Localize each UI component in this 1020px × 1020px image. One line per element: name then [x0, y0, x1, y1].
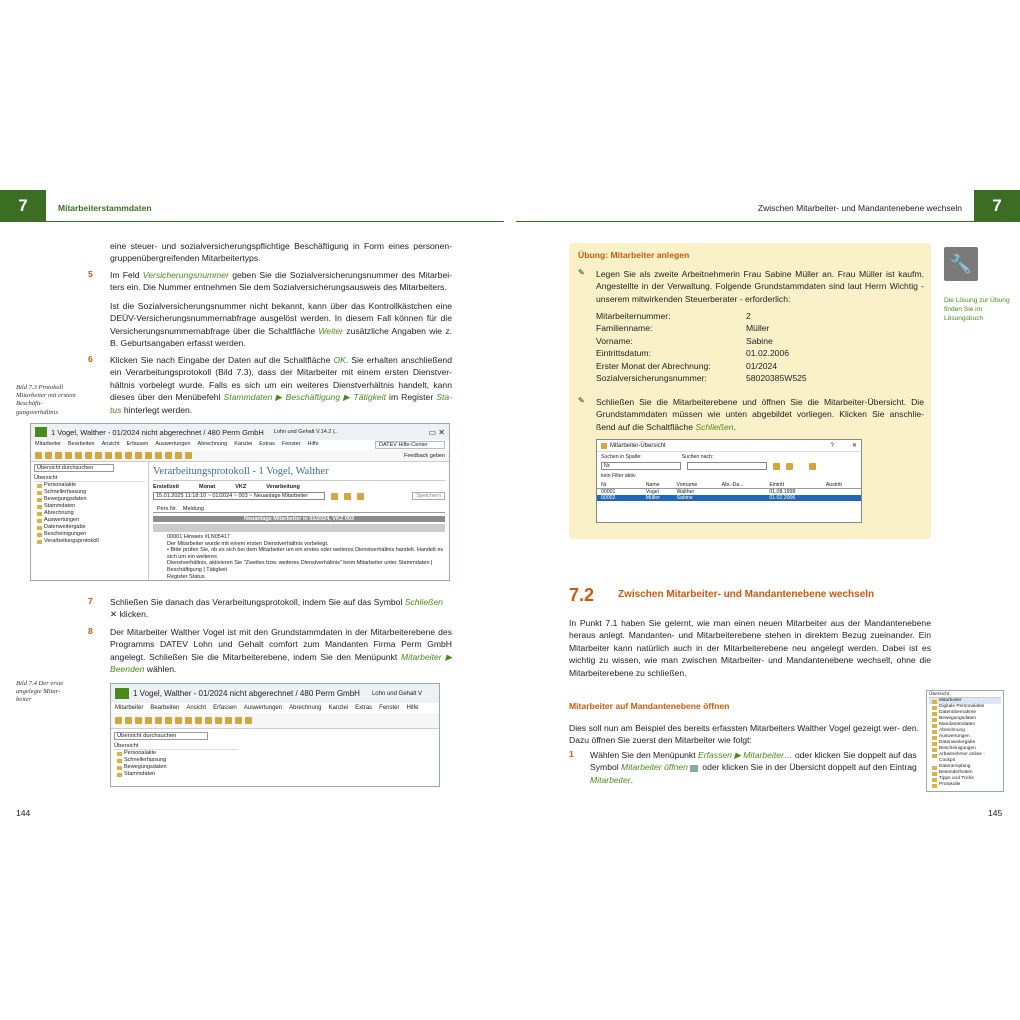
toolbar-icon[interactable]	[135, 717, 142, 724]
exercise-instruction-2	[596, 396, 924, 433]
toolbar-icon[interactable]	[165, 452, 172, 459]
step-number: 5	[88, 269, 93, 279]
text: Schließen Sie die Mitarbeiterebene und öffnen Sie die Mitarbeiter-Übersicht. Die Grundstammdaten müssen wie unten abgebildet vorliegen. Klicken Sie anschlie- ßend auf die Schaltfläche	[596, 397, 924, 432]
help-icon[interactable]: ?	[830, 442, 834, 449]
print-icon[interactable]	[331, 493, 338, 500]
toolbar-icon[interactable]	[155, 717, 162, 724]
pencil-icon: ✎	[578, 268, 585, 277]
tree-item[interactable]: Datenempfang	[929, 764, 1001, 770]
app-name: Lohn und Gehalt V.14.2 (..	[273, 429, 338, 435]
text: . Sie erhalten anschließend ein Verarbeitungsprotokoll (Bild 7.3), dass der Mitarbeiter mit einem ersten Dienstver- hältnis vorbelegt wurde. Falls es sich um ein weiteres Dienstverhältnis handelt, kann dieses über den Menübefehl	[110, 355, 452, 403]
tree-item[interactable]: Verarbeitungsprotokoll	[34, 538, 145, 545]
text: .	[733, 421, 736, 432]
subsection-paragraph: Dies soll nun am Beispiel des bereits erfassten Mitarbeiters Walther Vogel gezeigt wer- den. Dazu öffnen Sie zuerst den Mitarbeiter wie folgt:	[569, 723, 919, 746]
tree-item[interactable]: Schnellerfassung	[114, 757, 238, 764]
message-line: Register Status.	[167, 573, 207, 580]
overview-tree	[114, 750, 238, 778]
menu-item[interactable]: Ansicht	[186, 705, 207, 711]
save-button[interactable]: Speichern	[412, 492, 445, 500]
section-title: Zwischen Mitarbeiter- und Mandantenebene wechseln	[618, 589, 875, 600]
menu-item[interactable]: Erfassen	[126, 441, 149, 447]
message-line: Dienstverhältnis, aktivieren Sie "Zweites bzw. weiteres Dienstverhältnis" beim Mitarbeiter unter Stammdaten | Beschäftigung | Tätigkeit	[167, 560, 433, 573]
overview-panel	[31, 462, 149, 580]
exercise-instruction: Legen Sie als zweite Arbeitnehmerin Frau Sabine Müller an. Frau Müller ist kaufm. Angestellte in der Verwaltung. Folgende Grundstammdaten sind laut Herrn Wichtig - unserem mitwirkenden Steuerberater - erforderlich:	[596, 269, 924, 304]
text: .	[630, 774, 633, 785]
overview-title: Übersicht	[114, 743, 238, 750]
text: hinterlegt werden.	[121, 404, 193, 415]
column-header: VKZ	[235, 484, 247, 490]
column-header[interactable]: Austritt	[825, 482, 842, 488]
text: wählen.	[144, 664, 177, 675]
data-label: Familienname:	[596, 323, 653, 334]
toolbar-icon[interactable]	[105, 452, 112, 459]
tree-item[interactable]: Tipps und Tricks	[929, 776, 1001, 782]
ui-term: Erfassen ▶ Mitarbeiter…	[697, 750, 793, 760]
pencil-icon: ✎	[578, 396, 585, 405]
ui-term: Schließen	[695, 421, 734, 432]
tree-item[interactable]: Bewegungsdaten	[114, 764, 238, 771]
menu-item[interactable]: Hilfe	[307, 441, 319, 447]
print-icon[interactable]	[809, 463, 816, 470]
column-header: Erstellzeit	[153, 484, 179, 490]
toolbar-icon[interactable]	[245, 717, 252, 724]
data-value: Müller	[746, 323, 770, 334]
tree-item[interactable]: Auswertungen	[929, 734, 1001, 740]
text: Wählen Sie den Menüpunkt	[590, 750, 698, 760]
protocol-columns	[153, 484, 445, 490]
column-header: Meldung	[182, 506, 204, 512]
toolbar-icon[interactable]	[135, 452, 142, 459]
cell: 00001	[601, 489, 616, 495]
window-controls-icon[interactable]: ▭ ✕	[428, 427, 445, 437]
ui-term: Mitarbeiter ▶ Beenden	[110, 651, 452, 675]
cell: 01.02.2006	[769, 495, 796, 501]
toolbar-icon[interactable]	[115, 452, 122, 459]
app-icon	[115, 688, 129, 699]
search-term-input[interactable]	[687, 462, 767, 470]
page-number-right: 145	[988, 808, 1003, 818]
table-row-selected[interactable]	[597, 495, 861, 501]
menu-item[interactable]: Fenster	[379, 705, 400, 711]
toolbar-icon[interactable]	[85, 452, 92, 459]
open-employee-icon	[690, 765, 698, 772]
dialog-title: Mitarbeiter-Übersicht	[610, 442, 666, 449]
window-title: 1 Vogel, Walther - 01/2024 nicht abgerechnet / 480 Perm GmbH	[51, 427, 264, 437]
toolbar-icon[interactable]	[55, 452, 62, 459]
toolbar-icon[interactable]	[175, 452, 182, 459]
side-note: Die Lösung zur Übung finden Sie im Lösungsbuch	[944, 297, 1010, 322]
menu-item[interactable]: Extras	[259, 441, 275, 447]
data-label: Vorname:	[596, 335, 633, 346]
tree-item[interactable]: Besonderheiten	[929, 770, 1001, 776]
cell: Sabine	[676, 495, 693, 501]
text: oder klicken Sie in der Übersicht doppelt auf den Eintrag	[699, 762, 917, 773]
toolbar-icon[interactable]	[35, 452, 42, 459]
toolbar-icon[interactable]	[185, 717, 192, 724]
column-header[interactable]: Eintritt	[769, 482, 785, 488]
app-name: Lohn und Gehalt V	[371, 690, 422, 697]
ui-term: Mitarbeiter	[590, 774, 631, 785]
cell: Vogel	[645, 489, 659, 495]
overview-panel	[111, 729, 241, 781]
text: Der Mitarbeiter Walther Vogel ist mit den Grundstammdaten in der Mitarbeiterebene des Programms DATEV Lohn und Gehalt comfort zum Mandanten Firma Perm GmbH angelegt. Schließen Sie die Mitarbeiterebene, indem Sie den Menüpunkt	[110, 627, 452, 662]
toolbar-icon[interactable]	[145, 452, 152, 459]
tree-item[interactable]: Personalakte	[34, 482, 145, 489]
ui-term: Mitarbeiter öffnen	[621, 762, 688, 773]
text: ✕ klicken.	[110, 609, 149, 620]
section-paragraph: In Punkt 7.1 haben Sie gelernt, wie man einen neuen Mitarbeiter aus der Mandantenebene heraus anlegt. Mandanten- und Mitarbeiterebene stehen in direktem Bezug zueinander. Ein Mitarbeiter kann natürlich auch in der Mitarbeiterebene neu angelegt werden. Dabei ist es wichtig zu wissen, wie man zwischen Mitarbeiter- und Mandantenebene wechselt, ohne die Mitarbeiterebene zu schließen.	[569, 618, 931, 678]
cell: 01.08.1998	[769, 489, 796, 495]
ui-term: Sta- tus	[110, 392, 453, 415]
ui-term: Weiter	[318, 325, 344, 336]
toolbar-icon[interactable]	[195, 717, 202, 724]
intro-paragraph: eine steuer- und sozialversicherungspflichtige Beschäftigung in Form eines personen- gruppenübergreifenden Mitarbeitertyps.	[110, 241, 452, 264]
toolbar-icon[interactable]	[115, 717, 122, 724]
close-icon[interactable]: ✕	[851, 443, 857, 449]
menu-item[interactable]: Hilfe	[406, 705, 419, 711]
toolbar-icon[interactable]	[65, 452, 72, 459]
protocol-separator	[153, 524, 445, 532]
cell: Müller	[645, 495, 660, 501]
tree-item[interactable]: Bescheinigungen	[929, 746, 1001, 752]
window-titlebar	[31, 424, 449, 440]
cell	[826, 495, 861, 501]
column-header[interactable]: Nr.	[601, 482, 608, 488]
column-header: Monat	[198, 484, 216, 490]
ui-term: Versicherungsnummer	[142, 270, 229, 280]
cell: 00002	[601, 495, 616, 501]
toolbar-icon[interactable]	[165, 717, 172, 724]
data-value: 2	[746, 311, 751, 321]
tree-item[interactable]: Abrechnung	[34, 510, 145, 517]
window-title: 1 Vogel, Walther - 01/2024 nicht abgerechnet / 480 Perm GmbH	[133, 689, 360, 698]
dialog-icon	[601, 443, 607, 449]
menu-item[interactable]: Auswertungen	[243, 705, 283, 711]
menu-item[interactable]: Kanzlei	[234, 441, 253, 447]
data-label: Eintrittsdatum:	[596, 348, 651, 359]
tree-item[interactable]: Bewegungsdaten	[34, 496, 145, 503]
running-header: Mitarbeiterstammdaten	[58, 203, 152, 213]
overview-title: Übersicht	[929, 692, 1001, 698]
text: zusätzliche Angaben wie z. B. Geburtsangaben erfasst werden.	[110, 325, 453, 349]
menu-item[interactable]: Erfassen	[213, 705, 237, 711]
tree-item[interactable]: Datenweitergabe	[34, 524, 145, 531]
figure-caption-7-4: Bild 7.4 Der erste angelegte Mitar- beiter	[16, 680, 64, 704]
toolbar-icon[interactable]	[235, 717, 242, 724]
data-value: 58020385W525	[746, 373, 807, 384]
chapter-number-badge	[974, 190, 1020, 222]
toolbar-icon[interactable]	[145, 717, 152, 724]
text: Ist die Sozialversicherungsnummer nicht bekannt, kann über das Kontrollkästchen eine DEÜV-Versicherungsnummernabfrage ausgelöst werden. In diesem Fall können für die Versicherungsnummernabfrage über die Schaltfläche	[110, 301, 452, 336]
overview-tree	[929, 698, 1001, 788]
data-label: Sozialversicherungsnummer:	[596, 373, 707, 384]
employee-overview-dialog	[596, 439, 862, 523]
tree-item[interactable]: Datenübernahme	[929, 710, 1001, 716]
filter-status: kein Filter aktiv	[601, 473, 636, 479]
toolbar-icon[interactable]	[155, 452, 162, 459]
mini-overview-screenshot	[926, 690, 1004, 792]
data-value: 01.02.2006	[746, 348, 790, 359]
chapter-number: 7	[18, 196, 28, 215]
screenshot-employee	[110, 683, 440, 787]
tree-item[interactable]: Bewegungsdaten	[929, 716, 1001, 722]
ui-term: Schließen	[404, 597, 443, 607]
toolbar-icon[interactable]	[125, 717, 132, 724]
header-rule	[516, 221, 974, 222]
tree-item[interactable]: Arbeitnehmer online - Cockpit	[929, 752, 1001, 764]
column-header[interactable]: Abr.-Da...	[721, 482, 744, 488]
export-icon[interactable]	[344, 493, 351, 500]
step-6-text	[110, 354, 452, 416]
column-header: Pers.Nr.	[157, 506, 177, 512]
menu-item[interactable]: Fenster	[281, 441, 301, 447]
column-header: Verarbeitung	[266, 484, 300, 490]
menu-item[interactable]: Mitarbeiter	[115, 705, 144, 711]
message-line: • Bitte prüfen Sie, ob es sich bei dem Mitarbeiter um ein erstes oder weiteres Dienstverhältnis handelt. Handelt es sich um ein weiteres	[167, 547, 444, 560]
toolbar-icon[interactable]	[125, 452, 132, 459]
message-line: 00001 Hinweis #LN05417	[167, 534, 230, 540]
chapter-number: 7	[992, 196, 1002, 215]
data-label: Erster Monat der Abrechnung:	[596, 360, 711, 371]
tree-item[interactable]: Personalakte	[114, 750, 238, 757]
filter-icon[interactable]	[786, 463, 793, 470]
window-titlebar	[111, 684, 439, 703]
running-header: Zwischen Mitarbeiter- und Mandantenebene wechseln	[757, 203, 962, 213]
text: Schließen Sie danach das Verarbeitungsprotokoll, indem Sie auf das Symbol	[110, 597, 405, 607]
toolbar-icon[interactable]	[215, 717, 222, 724]
search-icon[interactable]	[773, 463, 780, 470]
protocol-panel	[149, 462, 449, 580]
chapter-number-badge	[0, 190, 46, 222]
menu-bar	[31, 440, 449, 450]
menu-bar	[111, 703, 439, 713]
toolbar-icon[interactable]	[95, 452, 102, 459]
tree-item[interactable]: Mitarbeiter	[929, 698, 1001, 704]
step-5-text	[110, 269, 452, 294]
step-number: 8	[88, 626, 93, 636]
tree-item[interactable]: Abrechnung	[929, 728, 1001, 734]
employee-table	[597, 482, 861, 501]
protocol-heading: Verarbeitungsprotokoll - 1 Vogel, Walther	[153, 466, 445, 481]
tree-item[interactable]: Bescheinigungen	[34, 531, 145, 538]
toolbar-icon[interactable]	[185, 452, 192, 459]
search-term-label: Suchen nach:	[681, 454, 714, 460]
page-number-left: 144	[16, 808, 31, 818]
tree-item[interactable]: Datenweitergabe	[929, 740, 1001, 746]
employee-data-table	[596, 310, 807, 384]
menu-item[interactable]: Mitarbeiter	[35, 441, 61, 447]
text: im Register	[386, 392, 437, 403]
menu-item[interactable]: Ansicht	[101, 441, 120, 447]
text: Klicken Sie nach Eingabe der Daten auf die Schaltfläche	[110, 355, 334, 365]
step-1-text	[590, 749, 920, 786]
data-value: Sabine	[746, 335, 773, 346]
menu-item[interactable]: Extras	[355, 705, 373, 711]
menu-item[interactable]: Abrechnung	[197, 441, 228, 447]
text: geben Sie die Sozialversicherungsnummer des Mitarbei- ters ein. Die Nummer entnehmen Sie dem Sozialversicherungsausweis des Mitarbeiters.	[110, 270, 452, 293]
ui-term: OK	[333, 355, 346, 365]
step-number: 6	[88, 354, 93, 364]
tree-item[interactable]: Auswertungen	[34, 517, 145, 524]
step-8-text	[110, 626, 452, 676]
wrench-icon: 🔧	[944, 247, 978, 281]
step-number: 1	[569, 749, 574, 759]
menu-item[interactable]: Abrechnung	[289, 705, 322, 711]
text: oder klicken Sie doppelt auf das Symbol	[590, 750, 917, 773]
cell: Walther	[676, 489, 695, 495]
toolbar-icon[interactable]	[225, 717, 232, 724]
zoom-icon[interactable]	[357, 493, 364, 500]
section-number: 7.2	[569, 585, 595, 605]
cell	[722, 495, 770, 501]
menu-item[interactable]: Kanzlei	[328, 705, 349, 711]
tree-item[interactable]: Stammdaten	[114, 771, 238, 778]
toolbar-icon[interactable]	[205, 717, 212, 724]
menu-item[interactable]: Auswertungen	[155, 441, 191, 447]
protocol-select[interactable]: 15.01.2025 11:18:10 ~ 01/2024 ~ 003 ~ Neuanlage Mitarbeiter	[153, 492, 325, 500]
help-center-search[interactable]: DATEV Hilfe-Center	[375, 441, 445, 449]
protocol-messages	[153, 534, 445, 580]
toolbar	[31, 450, 449, 462]
header-rule	[46, 221, 504, 222]
tree-item[interactable]: Mandantendaten	[929, 722, 1001, 728]
feedback-link[interactable]: Feedback geben	[404, 452, 445, 459]
exercise-title: Übung: Mitarbeiter anlegen	[578, 250, 690, 260]
text: Im Feld	[110, 270, 143, 280]
column-header[interactable]: Vorname	[676, 482, 698, 488]
message-line: Der Mitarbeiter wurde mit einem ersten Dienstverhältnis vorbelegt.	[167, 540, 329, 547]
ui-term: Stammdaten ▶ Beschäftigung ▶ Tätigkeit	[223, 392, 386, 403]
overview-title: Übersicht	[34, 475, 145, 482]
step-5-note	[110, 300, 452, 350]
overview-search-input[interactable]: Übersicht durchsuchen	[114, 732, 208, 740]
toolbar-icon[interactable]	[175, 717, 182, 724]
screenshot-protocol	[30, 423, 450, 581]
data-label: Mitarbeiternummer:	[596, 311, 671, 321]
tree-item[interactable]: Digitale Personalakte	[929, 704, 1001, 710]
search-column-label: Suchen in Spalte:	[601, 454, 642, 460]
toolbar-icon[interactable]	[45, 452, 52, 459]
overview-search-input[interactable]: Übersicht durchsuchen	[34, 464, 114, 472]
toolbar-icon[interactable]	[75, 452, 82, 459]
column-header[interactable]: Name	[645, 482, 660, 488]
app-icon	[35, 427, 47, 437]
search-column-select[interactable]: Nr.	[601, 462, 681, 470]
tree-item[interactable]: Schnellerfassung	[34, 489, 145, 496]
menu-item[interactable]: Bearbeiten	[150, 705, 180, 711]
tree-item[interactable]: Stammdaten	[34, 503, 145, 510]
step-number: 7	[88, 596, 93, 606]
subsection-title: Mitarbeiter auf Mandantenebene öffnen	[569, 701, 730, 711]
step-7-text	[110, 596, 452, 621]
data-value: 01/2024	[746, 360, 778, 371]
tree-item[interactable]: Protokolle	[929, 782, 1001, 788]
menu-item[interactable]: Bearbeiten	[67, 441, 95, 447]
toolbar	[111, 713, 439, 729]
protocol-banner: Neuanlage Mitarbeiter in 01/2024, VKZ 003	[153, 516, 445, 522]
overview-tree	[34, 482, 145, 545]
figure-caption-7-3: Bild 7.3 Protokoll Mitarbeiter mit erstem Beschäfti- gungsverhältnis	[16, 384, 76, 416]
